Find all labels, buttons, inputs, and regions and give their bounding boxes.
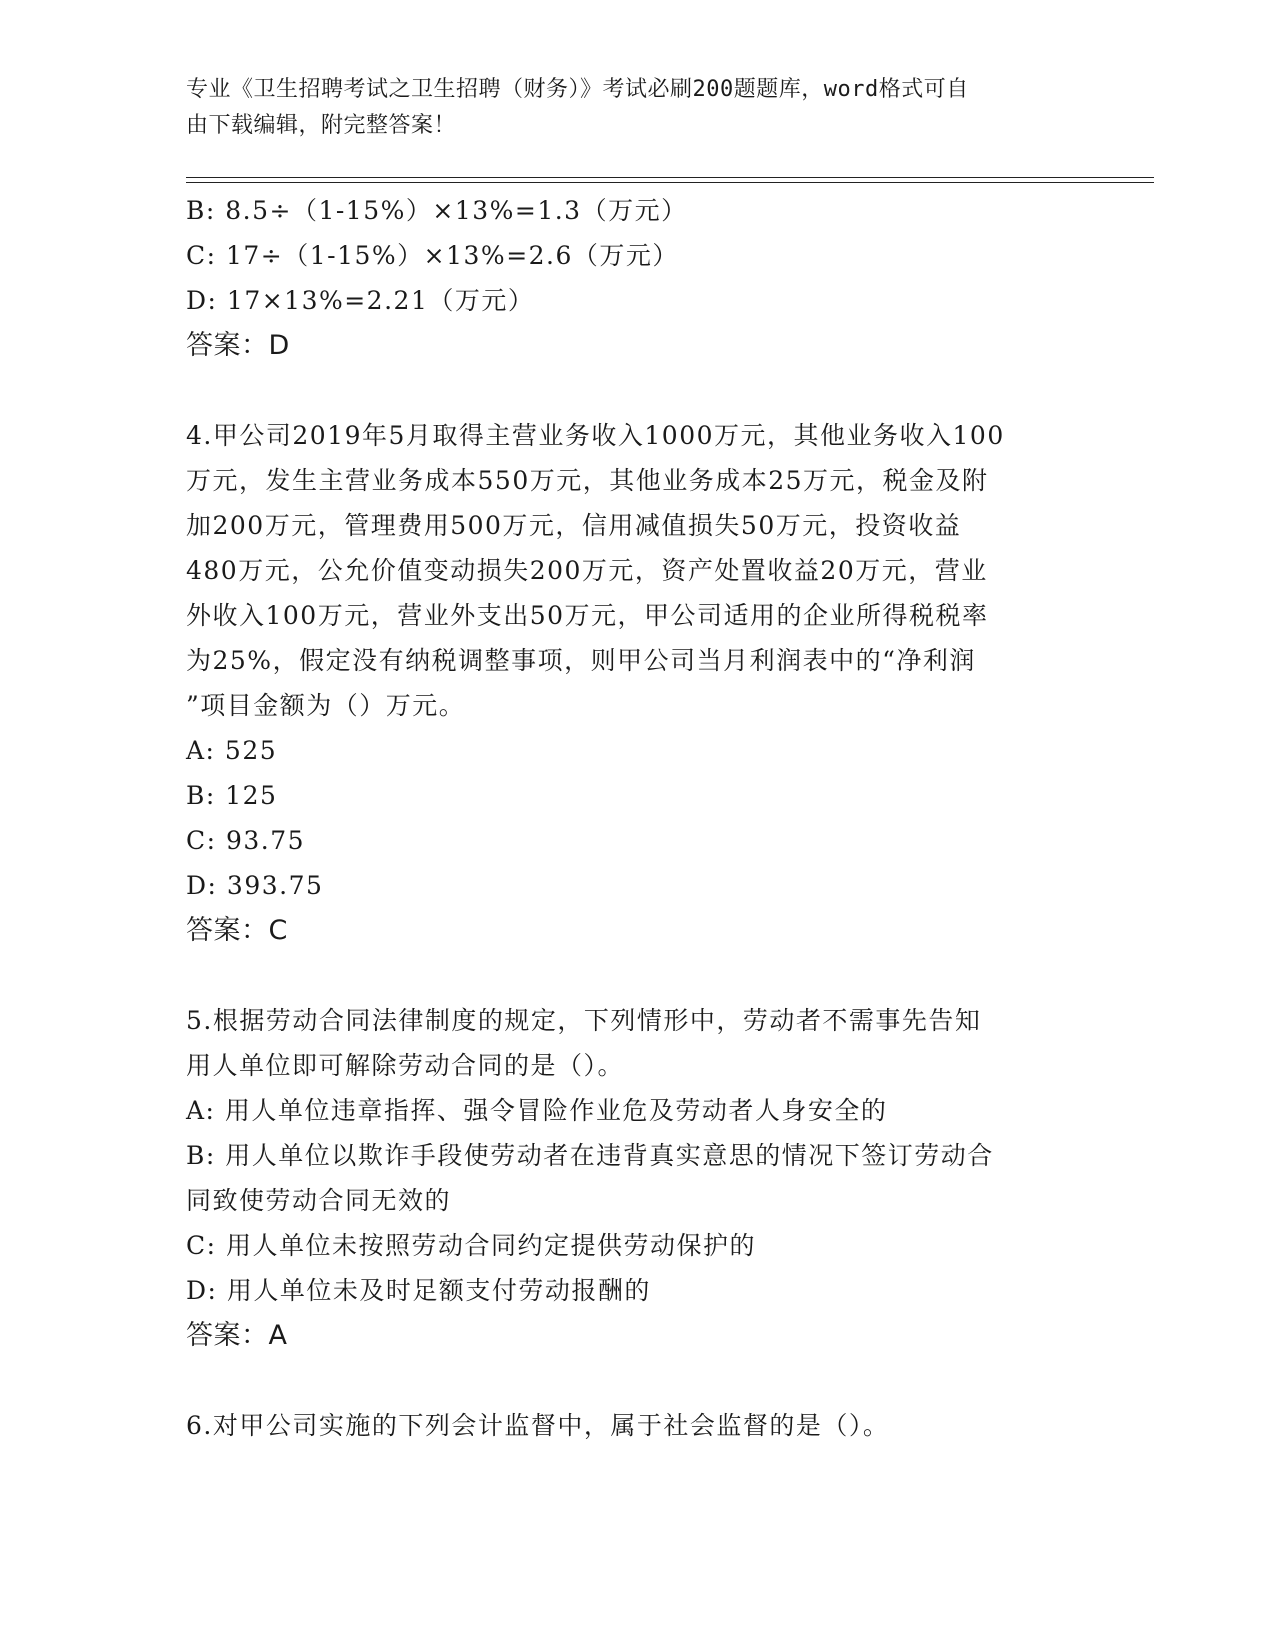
option-b-line: B: 用人单位以欺诈手段使劳动者在违背真实意思的情况下签订劳动合 (186, 1141, 994, 1170)
option-c: C: 用人单位未按照劳动合同约定提供劳动保护的 (186, 1231, 756, 1260)
question-4 (186, 413, 1086, 953)
spacer (186, 368, 1086, 413)
question-5 (186, 998, 1086, 1358)
question-stem-line: 外收入100万元，营业外支出50万元，甲公司适用的企业所得税税率 (186, 601, 989, 630)
option-c: C: 17÷（1-15%）×13%=2.6（万元） (186, 241, 679, 270)
question-stem-line: 480万元，公允价值变动损失200万元，资产处置收益20万元，营业 (186, 556, 988, 585)
header-line-1: 专业《卫生招聘考试之卫生招聘（财务）》考试必刷200题题库，word格式可自 (186, 77, 969, 102)
answer: 答案：D (186, 330, 290, 361)
header-divider-bottom (186, 182, 1154, 183)
spacer (186, 953, 1086, 998)
question-3-continued (186, 188, 1086, 368)
question-stem-line: 用人单位即可解除劳动合同的是（）。 (186, 1051, 625, 1080)
answer: 答案：A (186, 1320, 288, 1351)
question-stem-line: 万元，发生主营业务成本550万元，其他业务成本25万元，税金及附 (186, 466, 989, 495)
option-d: D: 用人单位未及时足额支付劳动报酬的 (186, 1276, 651, 1305)
option-a: A: 用人单位违章指挥、强令冒险作业危及劳动者人身安全的 (186, 1096, 888, 1125)
answer: 答案：C (186, 915, 288, 946)
question-stem-line: ”项目金额为（）万元。 (186, 691, 466, 720)
option-a: A: 525 (186, 736, 278, 765)
document-body (186, 188, 1086, 1448)
question-stem-line: 为25%，假定没有纳税调整事项，则甲公司当月利润表中的“净利润 (186, 646, 976, 675)
header-line-2: 由下载编辑，附完整答案！ (186, 113, 457, 138)
option-b-line: 同致使劳动合同无效的 (186, 1186, 452, 1215)
question-stem-line: 5.根据劳动合同法律制度的规定，下列情形中，劳动者不需事先告知 (186, 1006, 982, 1035)
question-6 (186, 1403, 1086, 1448)
document-header (186, 72, 1066, 144)
question-stem-line: 6.对甲公司实施的下列会计监督中，属于社会监督的是（）。 (186, 1411, 890, 1440)
header-divider-top (186, 177, 1154, 178)
option-d: D: 393.75 (186, 871, 324, 900)
question-stem-line: 4.甲公司2019年5月取得主营业务收入1000万元，其他业务收入100 (186, 421, 1005, 450)
option-b: B: 125 (186, 781, 278, 810)
option-b: B: 8.5÷（1-15%）×13%=1.3（万元） (186, 196, 688, 225)
option-d: D: 17×13%=2.21（万元） (186, 286, 535, 315)
spacer (186, 1358, 1086, 1403)
question-stem-line: 加200万元，管理费用500万元，信用减值损失50万元，投资收益 (186, 511, 962, 540)
option-c: C: 93.75 (186, 826, 306, 855)
